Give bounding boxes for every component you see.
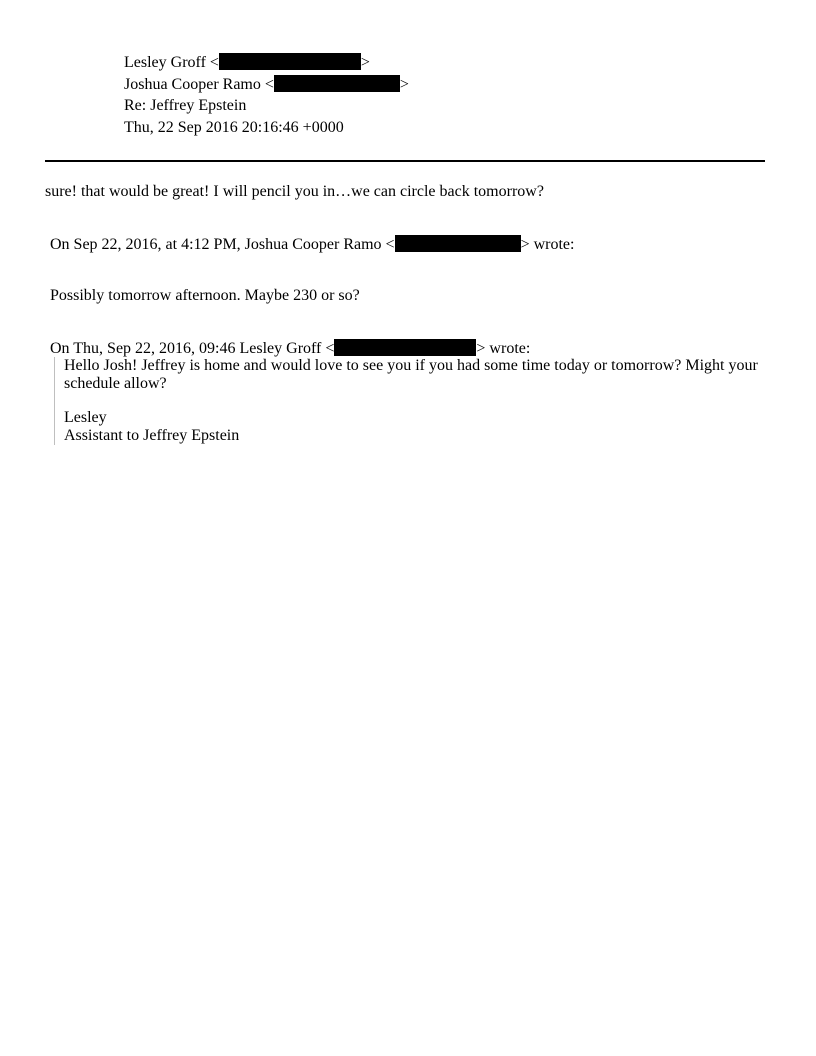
attribution-1 — [50, 235, 574, 254]
from-close: > — [360, 54, 370, 71]
quoted-message — [54, 357, 779, 445]
signature-name: Lesley — [64, 409, 107, 426]
reply-text: sure! that would be great! I will pencil you in…we can circle back tomorrow? — [45, 183, 544, 200]
to-value — [124, 75, 409, 94]
message-1: Possibly tomorrow afternoon. Maybe 230 or so? — [50, 287, 360, 304]
redaction-box — [219, 53, 361, 70]
attribution-1-suffix: > wrote: — [520, 236, 575, 253]
paragraph-gap — [64, 393, 779, 409]
attribution-1-prefix: On Sep 22, 2016, at 4:12 PM, Joshua Cooper Ramo < — [50, 236, 395, 253]
quoted-text: Hello Josh! Jeffrey is home and would love to see you if you had some time today or tomorrow? Might your schedule allow? — [64, 357, 758, 392]
attribution-2 — [50, 339, 530, 358]
subject-value: Re: Jeffrey Epstein — [124, 97, 247, 114]
from-name: Lesley Groff < — [124, 54, 219, 71]
redaction-box — [274, 75, 400, 92]
redaction-box — [395, 235, 521, 252]
to-close: > — [399, 76, 409, 93]
attribution-2-suffix: > wrote: — [476, 340, 531, 357]
attribution-2-prefix: On Thu, Sep 22, 2016, 09:46 Lesley Groff < — [50, 340, 335, 357]
from-value — [124, 53, 370, 72]
header-divider — [45, 160, 765, 162]
signature-title: Assistant to Jeffrey Epstein — [64, 427, 240, 444]
to-name: Joshua Cooper Ramo < — [124, 76, 274, 93]
redaction-box — [334, 339, 476, 356]
date-value: Thu, 22 Sep 2016 20:16:46 +0000 — [124, 119, 344, 136]
